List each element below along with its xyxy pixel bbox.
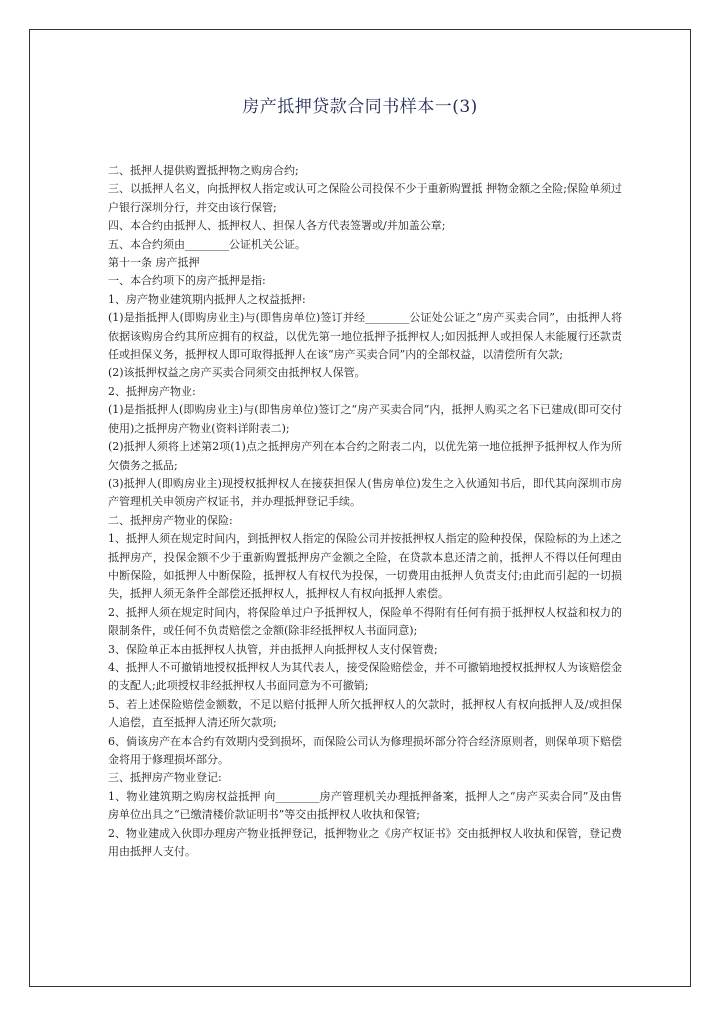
paragraph: (2)该抵押权益之房产买卖合同须交由抵押权人保管。 <box>108 366 366 380</box>
paragraph: 四、本合约由抵押人、抵押权人、担保人各方代表签署或/并加盖公章; <box>108 219 446 233</box>
paragraph: (3)抵押人(即购房业主)现授权抵押权人在接获担保人(售房单位)发生之入伙通知书后，即代其向深圳市房产管理机关申领房产权证书，并办理抵押登记手续。 <box>108 476 622 509</box>
document-body <box>108 162 622 861</box>
paragraph: 5、若上述保险赔偿金额数，不足以赔付抵押人所欠抵押权人的欠款时，抵押权人有权向抵押人及/或担保人追偿，直至抵押人清还所欠款项; <box>108 697 622 730</box>
paragraph: 三、以抵押人名义，向抵押权人指定或认可之保险公司投保不少于重新购置抵 押物金额之全险;保险单须过户银行深圳分行，并交由该行保管; <box>108 182 622 214</box>
paragraph: 三、抵押房产物业登记: <box>108 771 222 785</box>
paragraph: 五、本合约须由________公证机关公证。 <box>108 237 306 251</box>
paragraph: (2)抵押人须将上述第2项(1)点之抵押房产列在本合约之附表二内，以优先第一地位抵押予抵押权人作为所欠债务之抵品; <box>108 440 622 472</box>
paragraph: 二、抵押房产物业的保险: <box>108 513 233 527</box>
paragraph: 4、抵押人不可撤销地授权抵押权人为其代表人，接受保险赔偿金，并不可撤销地授权抵押权人为该赔偿金的支配人;此项授权非经抵押权人书面同意为不可撤销; <box>108 660 622 693</box>
paragraph: 1、抵押人须在规定时间内，到抵押权人指定的保险公司并按抵押权人指定的险种投保，保险标的为上述之抵押房产，投保金额不少于重新购置抵押房产金额之全险，在贷款本息还清之前，抵押人不得以任何理由中断保险，如抵押人中断保险，抵押权人有权代为投保，一切费用由抵押人负责支付;由此而引起的一切损失，抵押人须无条件全部偿还抵押权人，抵押权人有权向抵押人索偿。 <box>108 532 622 601</box>
paragraph: 3、保险单正本由抵押权人执管，并由抵押人向抵押权人支付保管费; <box>108 642 438 656</box>
paragraph: 2、物业建成入伙即办理房产物业抵押登记，抵押物业之《房产权证书》交由抵押权人收执和保管，登记费用由抵押人支付。 <box>108 826 622 859</box>
section-heading: 第十一条 房产抵押 <box>108 256 200 270</box>
paragraph: 二、抵押人提供购置抵押物之购房合约; <box>108 164 299 177</box>
paragraph: 2、抵押人须在规定时间内，将保险单过户予抵押权人，保险单不得附有任何有损于抵押权人权益和权力的限制条件，或任何不负责赔偿之金额(除非经抵押权人书面同意); <box>108 605 622 638</box>
paragraph: (1)是指抵押人(即购房业主)与(即售房单位)签订之“房产买卖合同”内，抵押人购买之名下已建成(即可交付使用)之抵押房产物业(资料详附表二); <box>108 403 622 435</box>
paragraph: 6、倘该房产在本合约有效期内受到损坏，而保险公司认为修理损坏部分符合经济原则者，则保单项下赔偿金将用于修理损坏部分。 <box>108 734 622 766</box>
paragraph: 2、抵押房产物业: <box>108 384 196 398</box>
paragraph: 1、房产物业建筑期内抵押人之权益抵押: <box>108 292 306 306</box>
paragraph: 1、物业建筑期之购房权益抵押 向________房产管理机关办理抵押备案，抵押人之“房产买卖合同”及由售房单位出具之“已缴清楼价款证明书”等交由抵押权人收执和保管; <box>108 789 622 822</box>
document-title: 房产抵押贷款合同书样本一(3) <box>242 97 478 117</box>
paragraph: 一、本合约项下的房产抵押是指: <box>108 274 266 288</box>
paragraph: (1)是指抵押人(即购房业主)与(即售房单位)签订并经________公证处公证之“房产买卖合同”，由抵押人将依据该购房合约其所应拥有的权益，以优先第一地位抵押予抵押权人;如因抵押人或担保人未能履行还款责任或担保义务，抵押权人即可取得抵押人在该“房产买卖合同”内的全部权益，以清偿所有欠款; <box>108 311 622 362</box>
